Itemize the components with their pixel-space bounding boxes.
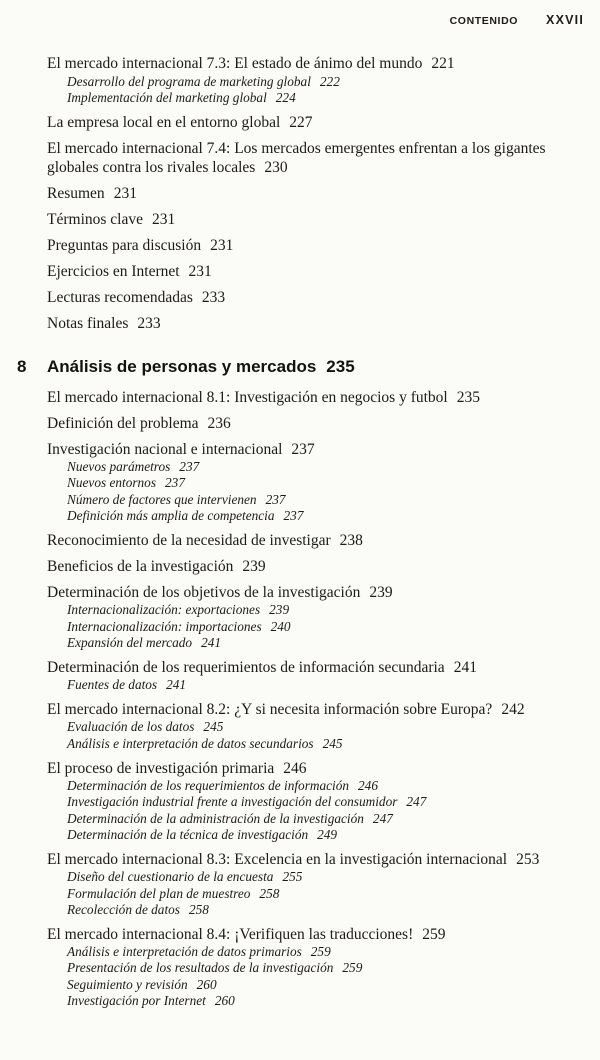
toc-entry bbox=[47, 925, 562, 944]
toc-subentry bbox=[67, 886, 537, 902]
toc-entry-title: Investigación nacional e internacional bbox=[47, 440, 283, 458]
toc-subentry bbox=[67, 74, 537, 90]
toc-subentry-page-number: 239 bbox=[269, 602, 290, 618]
chapter-title: Análisis de personas y mercados bbox=[47, 356, 317, 376]
toc-entry-title: Lecturas recomendadas bbox=[47, 288, 193, 306]
toc-subentry-page-number: 259 bbox=[342, 960, 363, 976]
toc-entry-page-number: 246 bbox=[283, 759, 307, 777]
chapter-number: 8 bbox=[17, 356, 27, 376]
toc-entry-page-number: 221 bbox=[431, 55, 455, 72]
toc-entry bbox=[47, 113, 562, 132]
toc-entry bbox=[47, 314, 562, 333]
toc-subentry-page-number: 259 bbox=[310, 944, 331, 960]
toc-entry-title: La empresa local en el entorno global bbox=[47, 113, 281, 131]
toc-subentry bbox=[67, 993, 537, 1009]
toc-entry-title: El mercado internacional 8.2: ¿Y si necesita información sobre Europa? bbox=[47, 700, 493, 718]
toc-entry bbox=[47, 850, 562, 869]
toc-subentry-page-number: 237 bbox=[165, 475, 185, 491]
toc-entry-page-number: 242 bbox=[501, 700, 525, 718]
chapter-heading bbox=[17, 356, 574, 377]
toc-subentry-page-number: 247 bbox=[406, 794, 427, 810]
toc-entry-page-number: 236 bbox=[207, 414, 231, 432]
page-header bbox=[0, 0, 600, 27]
toc-subentry bbox=[67, 869, 537, 885]
toc-entry bbox=[47, 531, 562, 550]
toc-subentry-title: Análisis e interpretación de datos secundarios bbox=[67, 735, 314, 751]
toc-subentry bbox=[67, 677, 537, 693]
toc-entry bbox=[47, 236, 562, 255]
toc-subentry bbox=[67, 736, 537, 752]
toc-entry bbox=[47, 54, 562, 73]
toc-entry-page-number: 239 bbox=[369, 583, 393, 601]
toc-subentry bbox=[67, 902, 537, 918]
toc-subentry-title: Recolección de datos bbox=[67, 901, 180, 917]
toc-subentry bbox=[67, 719, 537, 735]
toc-subentry bbox=[67, 459, 537, 475]
toc-subentry-title: Investigación industrial frente a investigación del consumidor bbox=[67, 794, 398, 810]
toc-subentry-title: Análisis e interpretación de datos primarios bbox=[67, 944, 302, 960]
toc-subentry-page-number: 246 bbox=[358, 778, 378, 794]
toc-entry bbox=[47, 583, 562, 602]
toc-subentry bbox=[67, 811, 537, 827]
toc-subentry-page-number: 241 bbox=[166, 677, 187, 693]
toc-subentry-title: Seguimiento y revisión bbox=[67, 976, 188, 992]
toc-subentry-title: Implementación del marketing global bbox=[67, 89, 267, 105]
toc-entry-page-number: 231 bbox=[151, 210, 176, 228]
toc-subentry-title: Nuevos parámetros bbox=[67, 459, 171, 475]
toc-subentry-title: Investigación por Internet bbox=[67, 993, 206, 1009]
toc-entry-title: Definición del problema bbox=[47, 414, 199, 432]
toc-entry-title: Resumen bbox=[47, 184, 105, 202]
toc-subentry bbox=[67, 508, 537, 524]
toc-entry bbox=[47, 440, 562, 459]
toc-entry-page-number: 233 bbox=[137, 314, 161, 332]
toc-entry-page-number: 231 bbox=[113, 184, 137, 202]
toc-entry-title: El proceso de investigación primaria bbox=[47, 759, 275, 777]
toc-entry-title: Ejercicios en Internet bbox=[47, 262, 180, 280]
toc-entry-title: Notas finales bbox=[47, 314, 129, 332]
toc-entry bbox=[47, 262, 562, 281]
toc-list bbox=[0, 27, 600, 1009]
toc-subentry-title: Fuentes de datos bbox=[67, 677, 158, 693]
toc-subentry-title: Determinación de la técnica de investigación bbox=[67, 826, 309, 842]
toc-entry-page-number: 233 bbox=[201, 288, 226, 306]
toc-subentry-title: Número de factores que intervienen bbox=[67, 491, 257, 507]
toc-subentry-page-number: 255 bbox=[282, 869, 303, 885]
toc-entry-page-number: 237 bbox=[291, 440, 315, 458]
toc-entry-title: Determinación de los requerimientos de información secundaria bbox=[47, 658, 445, 676]
toc-subentry-page-number: 260 bbox=[214, 993, 235, 1009]
toc-entry bbox=[47, 658, 562, 677]
toc-entry bbox=[47, 210, 562, 229]
toc-entry-page-number: 231 bbox=[188, 262, 212, 280]
toc-subentry-page-number: 245 bbox=[203, 719, 224, 735]
toc-subentry bbox=[67, 778, 537, 794]
toc-entry bbox=[47, 139, 562, 177]
toc-entry-title: El mercado internacional 8.3: Excelencia en la investigación internacional bbox=[47, 850, 508, 868]
toc-subentry bbox=[67, 960, 537, 976]
toc-subentry-page-number: 258 bbox=[188, 901, 209, 917]
toc-entry-title: Preguntas para discusión bbox=[47, 236, 202, 254]
toc-subentry bbox=[67, 492, 537, 508]
toc-subentry-title: Definición más amplia de competencia bbox=[67, 507, 275, 523]
toc-subentry-title: Internacionalización: importaciones bbox=[67, 618, 262, 634]
toc-subentry-page-number: 249 bbox=[317, 826, 338, 842]
toc-subentry-page-number: 237 bbox=[265, 491, 286, 507]
chapter-page-number: 235 bbox=[326, 356, 355, 376]
toc-subentry-page-number: 222 bbox=[319, 73, 340, 89]
toc-subentry bbox=[67, 90, 537, 106]
toc-entry-page-number: 253 bbox=[516, 850, 540, 868]
toc-subentry-title: Determinación de los requerimientos de información bbox=[67, 778, 350, 794]
toc-subentry-page-number: 247 bbox=[372, 810, 393, 826]
toc-subentry-page-number: 245 bbox=[322, 735, 343, 751]
toc-subentry-title: Desarrollo del programa de marketing global bbox=[67, 73, 311, 89]
toc-subentry bbox=[67, 475, 537, 491]
toc-subentry bbox=[67, 977, 537, 993]
toc-entry bbox=[47, 288, 562, 307]
toc-subentry-title: Formulación del plan de muestreo bbox=[67, 885, 251, 901]
toc-subentry-title: Diseño del cuestionario de la encuesta bbox=[67, 869, 274, 885]
toc-subentry bbox=[67, 827, 537, 843]
toc-entry bbox=[47, 759, 562, 778]
toc-subentry bbox=[67, 619, 537, 635]
toc-entry-title: El mercado internacional 8.4: ¡Verifiquen las traducciones! bbox=[47, 925, 414, 943]
running-title: CONTENIDO bbox=[449, 15, 519, 27]
toc-subentry-page-number: 258 bbox=[259, 885, 280, 901]
toc-subentry bbox=[67, 944, 537, 960]
toc-entry-title: El mercado internacional 7.3: El estado de ánimo del mundo bbox=[47, 55, 423, 72]
toc-entry-title: El mercado internacional 7.4: Los mercados emergentes enfrentan a los gigantes globales contra los rivales locales bbox=[47, 139, 546, 176]
toc-entry-title: Reconocimiento de la necesidad de investigar bbox=[47, 531, 331, 549]
toc-subentry bbox=[67, 635, 537, 651]
toc-entry-title: Beneficios de la investigación bbox=[47, 557, 234, 575]
toc-subentry-title: Nuevos entornos bbox=[67, 475, 157, 491]
toc-subentry-page-number: 237 bbox=[179, 459, 200, 475]
toc-subentry-title: Internacionalización: exportaciones bbox=[67, 602, 261, 618]
toc-subentry-title: Evaluación de los datos bbox=[67, 719, 195, 735]
toc-entry-title: Determinación de los objetivos de la investigación bbox=[47, 583, 361, 601]
toc-entry-page-number: 239 bbox=[242, 557, 266, 575]
toc-entry-page-number: 241 bbox=[453, 658, 477, 676]
toc-subentry-page-number: 237 bbox=[283, 507, 304, 523]
toc-entry-page-number: 235 bbox=[456, 388, 480, 406]
toc-entry-page-number: 231 bbox=[210, 236, 234, 254]
toc-subentry-page-number: 240 bbox=[270, 618, 291, 634]
toc-entry-title: Términos clave bbox=[47, 210, 143, 228]
toc-entry-title: El mercado internacional 8.1: Investigación en negocios y futbol bbox=[47, 388, 448, 406]
toc-subentry bbox=[67, 602, 537, 618]
toc-entry bbox=[47, 184, 562, 203]
toc-entry-page-number: 259 bbox=[422, 925, 446, 943]
toc-entry-page-number: 230 bbox=[264, 158, 288, 176]
toc-entry bbox=[47, 414, 562, 433]
toc-entry-page-number: 227 bbox=[289, 113, 313, 131]
toc-subentry-page-number: 224 bbox=[275, 89, 296, 105]
page-folio: XXVII bbox=[546, 13, 584, 27]
toc-entry bbox=[47, 388, 562, 407]
toc-subentry-title: Expansión del mercado bbox=[67, 634, 193, 650]
toc-subentry bbox=[67, 794, 537, 810]
toc-subentry-page-number: 241 bbox=[201, 634, 222, 650]
toc-subentry-title: Determinación de la administración de la investigación bbox=[67, 810, 364, 826]
toc-subentry-title: Presentación de los resultados de la investigación bbox=[67, 960, 334, 976]
toc-entry-page-number: 238 bbox=[339, 531, 363, 549]
toc-entry bbox=[47, 700, 562, 719]
toc-entry bbox=[47, 557, 562, 576]
toc-subentry-page-number: 260 bbox=[196, 976, 217, 992]
